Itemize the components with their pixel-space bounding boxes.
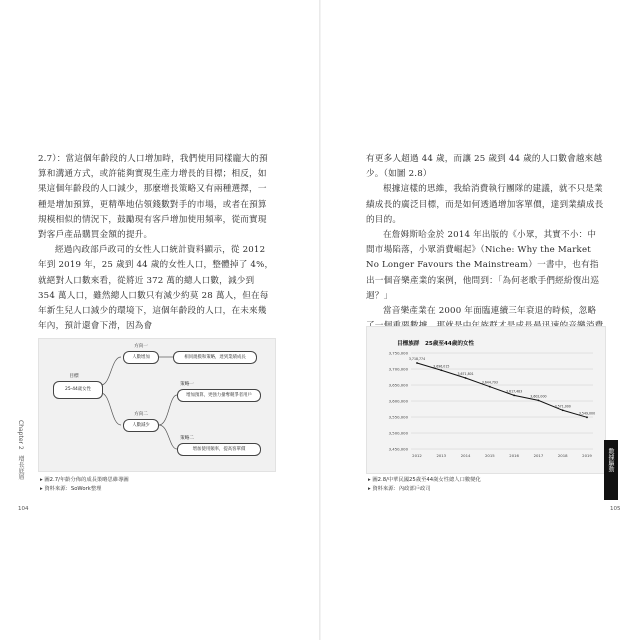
data-point (489, 386, 491, 388)
data-label: 3,549,000 (578, 411, 596, 416)
data-point (465, 377, 467, 379)
series-line (417, 363, 587, 417)
root-label: 目標 (69, 374, 79, 379)
root-node: 25-44歲女性 (53, 381, 103, 399)
right-paragraph-4: 當音樂產業在 2000 年面臨連續三年衰退的時候，忽略 (383, 306, 597, 317)
strategy1-label: 策略一 (180, 382, 194, 387)
right-side-label: 數據驅動 (607, 448, 614, 472)
y-tick-label: 3,550,000 (388, 414, 408, 420)
right-paragraph-1: 有更多人超過 44 歲，而讓 25 歲到 44 歲的人口數會越來越少。（如圖 2.8） (366, 154, 603, 180)
left-body-text (38, 152, 274, 334)
right-caption-title: ▸ 圖2.8/中華民國25歲至44歲女性總人口數變化 (368, 477, 481, 483)
right-caption-source: ▸ 資料來源：內政部戶政司 (368, 486, 431, 492)
left-paragraph-2: 經過內政部戶政司的女性人口統計資料顯示，從 2012 年到 2019 年，25 歲到 44 歲的女性人口，整體掉了 4%，就絕對人口數來看，從將近 372 萬的總人口數，減少到 354 萬人口，雖然總人口數只有減少約莫 28 萬人，但在每年新生兒人口減少的環境下，這個年齡段的人口，在未來幾年內，預計還會下滑，因為會 (38, 245, 274, 332)
data-label: 3,602,000 (530, 394, 547, 399)
x-tick-label: 2014 (460, 453, 471, 458)
branch1-result: 相同規模和策略，達到業績成長 (173, 351, 257, 364)
right-paragraph-2: 根據這樣的思維，我給消費執行團隊的建議，就不只是業績成長的廣泛目標，而是如何透過增加客單價，達到業績成長的目的。 (366, 184, 604, 225)
data-point (440, 369, 442, 371)
right-figure-caption (368, 476, 598, 494)
left-figure-caption (40, 476, 270, 494)
x-tick-label: 2017 (533, 453, 544, 458)
right-page-number: 105 (610, 506, 621, 512)
right-paragraph-3: 在詹姆斯哈金於 2014 年出版的《小眾，其實不小：中間市場陷落，小眾消費崛起》（Niche: Why the Market No Longer Favours the Mainstream）一書中，也有指出一個音樂產業的案例，他問到：「為何老歌手們經紛復出巡迴？」 (366, 230, 600, 301)
data-label: 3,671,801 (457, 372, 474, 377)
branch2-label: 方向二 (134, 412, 148, 417)
branch2-node: 人數減少 (123, 419, 159, 432)
y-tick-label: 3,750,000 (388, 350, 408, 356)
left-caption-source: ▸ 資料來源：SoWork整理 (40, 486, 102, 492)
population-line-chart (367, 327, 605, 473)
population-chart-panel (366, 326, 606, 474)
x-tick-label: 2019 (582, 453, 592, 458)
data-point (562, 409, 564, 411)
left-paragraph-1: 2.7）：當這個年齡段的人口增加時，我們使用同樣龐大的預算和溝通方式，或許能夠實現生產力增長的目標；相反，如果這個年齡段的人口減少，那麼增長策略又有兩種選擇，一種是增加預算，更精準地佔領錢數對手的市場，或者在預算規模相似的情況下，鼓勵現有客戶增加使用頻率，從而實現對客戶產品購買金額的提升。 (38, 154, 268, 241)
left-caption-title: ▸ 圖2.7/年齡分佈的成長策略思維導圖 (40, 477, 129, 483)
branch1-label: 方向一 (134, 344, 148, 349)
data-label: 3,571,000 (554, 404, 571, 409)
branch1-node: 人數增加 (123, 351, 159, 364)
data-label: 3,696,015 (433, 364, 450, 369)
data-point (513, 395, 515, 397)
y-tick-label: 3,600,000 (388, 398, 408, 404)
data-point (586, 416, 588, 418)
data-point (416, 362, 418, 364)
left-side-label: Chapter 2 增長底層 (17, 420, 24, 480)
y-tick-label: 3,450,000 (388, 446, 408, 452)
strategy2-result: 增加使用頻率，提高客單價 (177, 443, 261, 456)
y-tick-label: 3,650,000 (388, 382, 408, 388)
strategy1-result: 增加預算，更強力搶奪競爭者用戶 (177, 389, 261, 402)
x-tick-label: 2012 (412, 453, 422, 458)
book-spine-shadow (319, 0, 321, 640)
mind-map-figure (38, 338, 276, 472)
right-body-text (366, 152, 604, 350)
left-page-number: 104 (18, 506, 29, 512)
strategy2-label: 策略二 (180, 436, 194, 441)
x-tick-label: 2018 (557, 453, 568, 458)
data-label: 3,617,483 (506, 389, 523, 394)
y-tick-label: 3,500,000 (388, 430, 408, 436)
x-tick-label: 2013 (436, 453, 447, 458)
data-label: 3,718,774 (408, 356, 426, 361)
data-label: 3,644,793 (481, 380, 498, 385)
data-point (538, 399, 540, 401)
x-tick-label: 2015 (485, 453, 495, 458)
x-tick-label: 2016 (509, 453, 519, 458)
chart-title: 目標族群 25歲至44歲的女性 (397, 341, 475, 347)
y-tick-label: 3,700,000 (388, 366, 408, 372)
